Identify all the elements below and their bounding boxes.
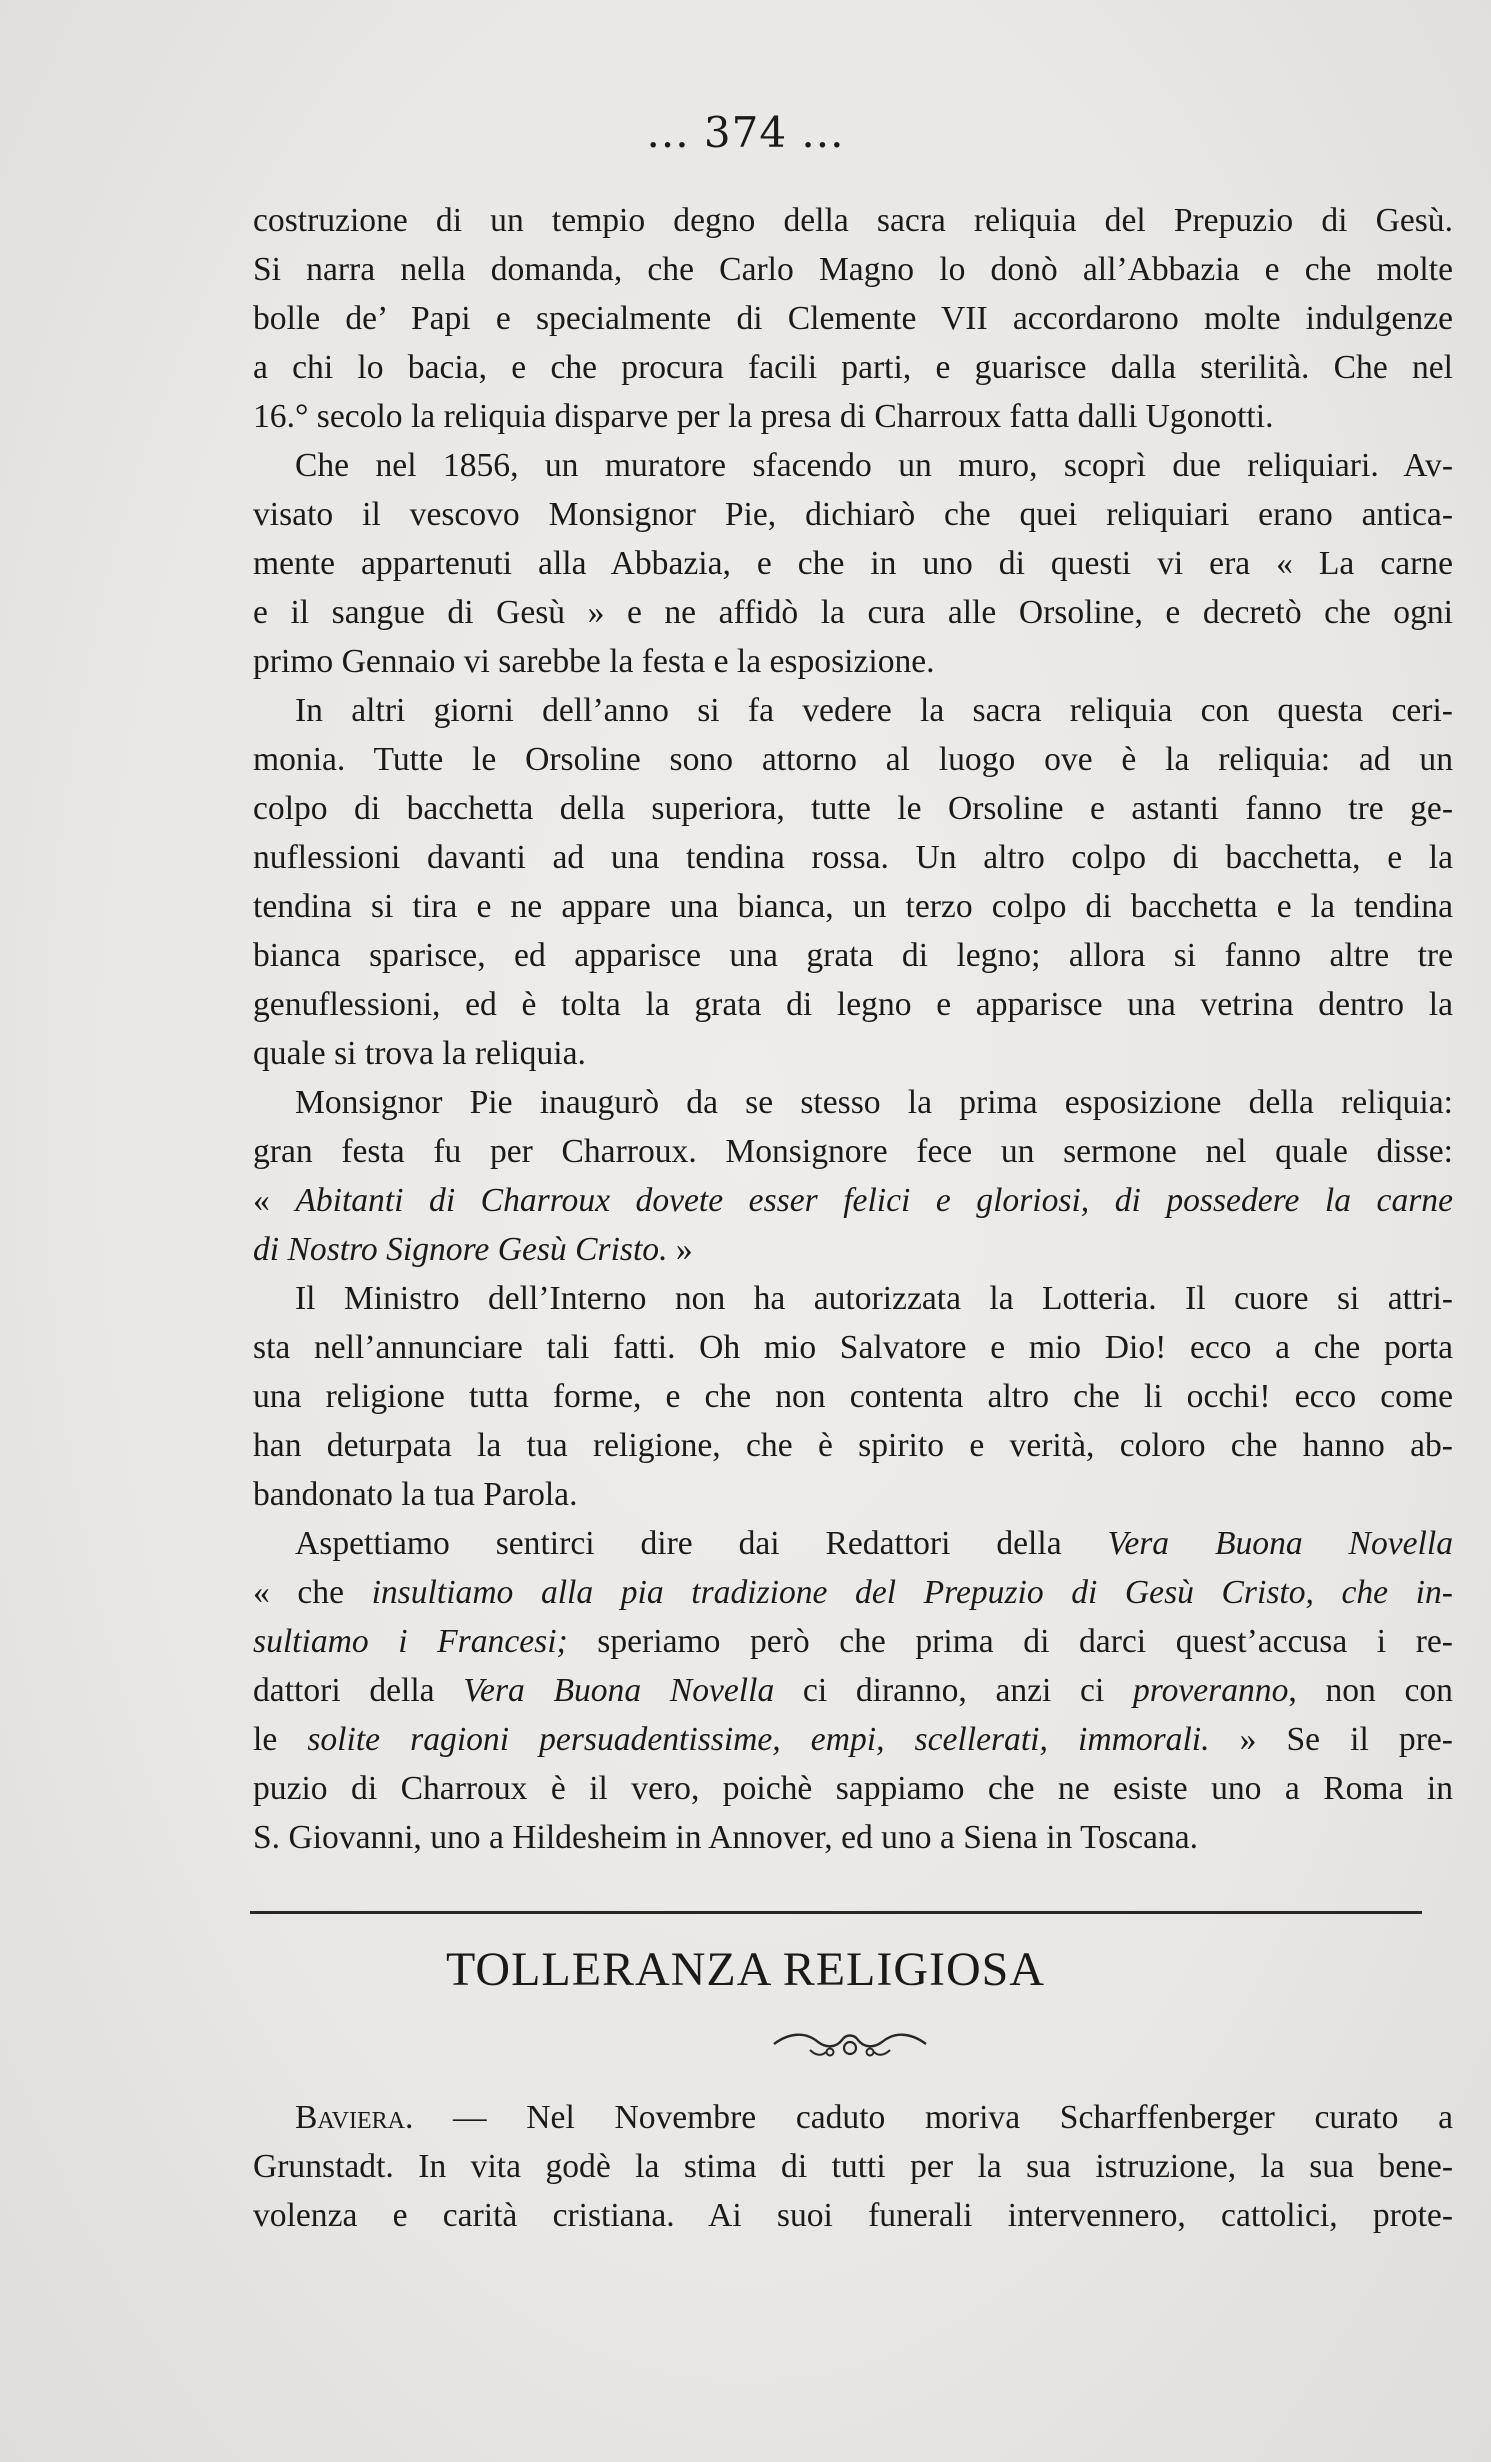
text-line: Aspettiamo sentirci dire dai Redattori della Vera Buona Novella	[295, 1525, 1454, 1562]
text-line: S. Giovanni, uno a Hildesheim in Annover, ed uno a Siena in Toscana.	[253, 1819, 1199, 1856]
text-line: bolle de’ Papi e specialmente di Clemente VII accordarono molte indulgenze	[253, 300, 1453, 337]
text-line: Si narra nella domanda, che Carlo Magno lo donò all’Abbazia e che molte	[253, 251, 1453, 288]
text-line: In altri giorni dell’anno si fa vedere la sacra reliquia con questa ceri-	[295, 692, 1453, 729]
text-line: volenza e carità cristiana. Ai suoi funerali intervennero, cattolici, prote-	[253, 2197, 1453, 2234]
text-line: Che nel 1856, un muratore sfacendo un muro, scoprì due reliquiari. Av-	[295, 447, 1453, 484]
text-line: genuflessioni, ed è tolta la grata di legno e apparisce una vetrina dentro la	[253, 986, 1453, 1023]
text-line: le solite ragioni persuadentissime, empi, scellerati, immorali. » Se il pre-	[253, 1721, 1453, 1758]
text-line: Baviera. — Nel Novembre caduto moriva Scharffenberger curato a	[295, 2099, 1453, 2136]
text-line: una religione tutta forme, e che non contenta altro che li occhi! ecco come	[253, 1378, 1453, 1415]
text-line: puzio di Charroux è il vero, poichè sappiamo che ne esiste uno a Roma in	[253, 1770, 1453, 1807]
text-line: tendina si tira e ne appare una bianca, un terzo colpo di bacchetta e la tendina	[253, 888, 1453, 925]
page-number: ... 374 ...	[646, 108, 845, 157]
text-line: Monsignor Pie inaugurò da se stesso la prima esposizione della reliquia:	[295, 1084, 1453, 1121]
text-line: bianca sparisce, ed apparisce una grata di legno; allora si fanno altre tre	[253, 937, 1453, 974]
text-line: gran festa fu per Charroux. Monsignore fece un sermone nel quale disse:	[253, 1133, 1453, 1170]
text-line: nuflessioni davanti ad una tendina rossa. Un altro colpo di bacchetta, e la	[253, 839, 1453, 876]
news-item-body	[253, 2093, 1453, 2240]
ornament-flourish-icon	[770, 2026, 930, 2060]
text-line: a chi lo bacia, e che procura facili parti, e guarisce dalla sterilità. Che nel	[253, 349, 1453, 386]
text-line: di Nostro Signore Gesù Cristo. »	[253, 1231, 693, 1268]
text-line: « che insultiamo alla pia tradizione del Prepuzio di Gesù Cristo, che in-	[253, 1574, 1453, 1611]
text-line: primo Gennaio vi sarebbe la festa e la esposizione.	[253, 643, 935, 680]
text-line: 16.° secolo la reliquia disparve per la presa di Charroux fatta dalli Ugonotti.	[253, 398, 1274, 435]
text-line: sultiamo i Francesi; speriamo però che prima di darci quest’accusa i re-	[253, 1623, 1453, 1660]
section-heading: TOLLERANZA RELIGIOSA	[445, 1943, 1046, 1996]
text-line: Il Ministro dell’Interno non ha autorizzata la Lotteria. Il cuore si attri-	[295, 1280, 1453, 1317]
text-line: dattori della Vera Buona Novella ci diranno, anzi ci proveranno, non con	[253, 1672, 1453, 1709]
text-line: bandonato la tua Parola.	[253, 1476, 578, 1513]
text-line: Grunstadt. In vita godè la stima di tutti per la sua istruzione, la sua bene-	[253, 2148, 1453, 2185]
text-line: quale si trova la reliquia.	[253, 1035, 586, 1072]
text-line: e il sangue di Gesù » e ne affidò la cura alle Orsoline, e decretò che ogni	[253, 594, 1453, 631]
text-line: costruzione di un tempio degno della sacra reliquia del Prepuzio di Gesù.	[253, 202, 1453, 239]
article-body	[253, 196, 1453, 1862]
section-divider	[250, 1911, 1422, 1914]
text-line: « Abitanti di Charroux dovete esser felici e gloriosi, di possedere la carne	[253, 1182, 1453, 1219]
text-line: han deturpata la tua religione, che è spirito e verità, coloro che hanno ab-	[253, 1427, 1453, 1464]
text-line: colpo di bacchetta della superiora, tutte le Orsoline e astanti fanno tre ge-	[253, 790, 1453, 827]
text-line: monia. Tutte le Orsoline sono attorno al luogo ove è la reliquia: ad un	[253, 741, 1453, 778]
text-line: sta nell’annunciare tali fatti. Oh mio Salvatore e mio Dio! ecco a che porta	[253, 1329, 1453, 1366]
text-line: visato il vescovo Monsignor Pie, dichiarò che quei reliquiari erano antica-	[253, 496, 1453, 533]
text-line: mente appartenuti alla Abbazia, e che in uno di questi vi era « La carne	[253, 545, 1453, 582]
